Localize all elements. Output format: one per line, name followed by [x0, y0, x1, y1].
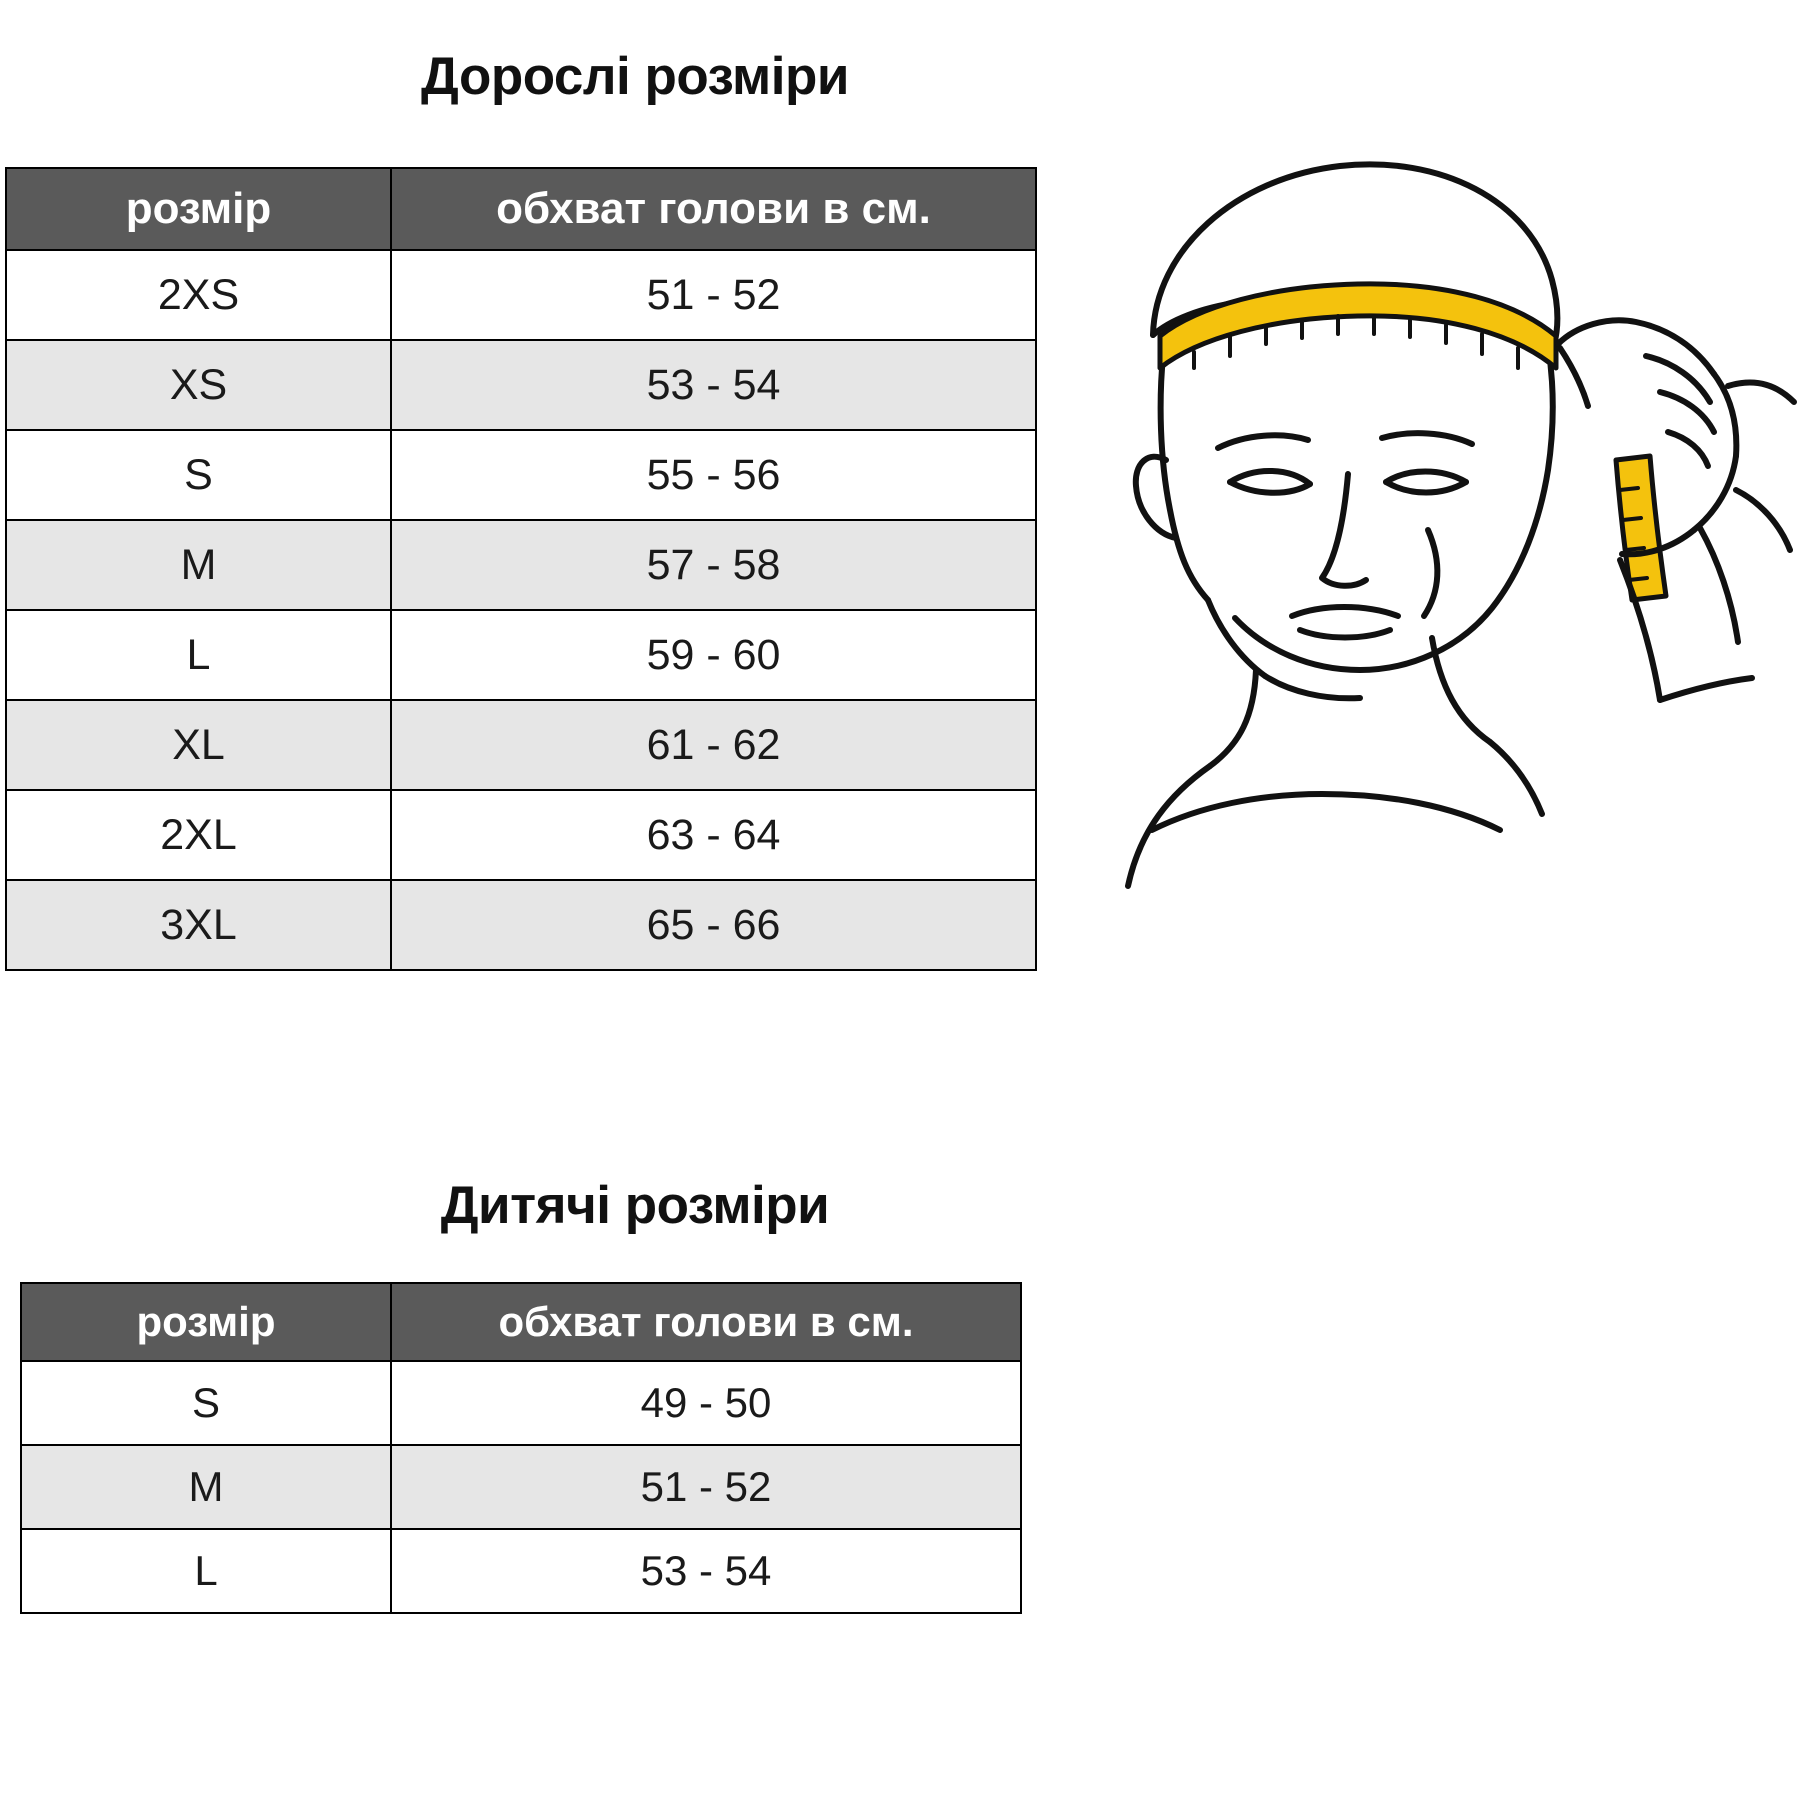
kids-size-cell: M	[21, 1445, 391, 1529]
table-header-row	[21, 1283, 1021, 1361]
adult-size-table	[5, 167, 1037, 971]
table-row	[21, 1529, 1021, 1613]
table-row	[6, 250, 1036, 340]
adult-circumference-cell: 59 - 60	[391, 610, 1036, 700]
adult-size-cell: M	[6, 520, 391, 610]
adult-circumference-cell: 55 - 56	[391, 430, 1036, 520]
adult-circumference-cell: 65 - 66	[391, 880, 1036, 970]
kids-circumference-cell: 49 - 50	[391, 1361, 1021, 1445]
adult-size-cell: XL	[6, 700, 391, 790]
adult-circumference-cell: 57 - 58	[391, 520, 1036, 610]
adult-column-circumference: обхват голови в см.	[391, 168, 1036, 250]
adult-circumference-cell: 51 - 52	[391, 250, 1036, 340]
table-row	[6, 430, 1036, 520]
kids-circumference-cell: 53 - 54	[391, 1529, 1021, 1613]
kids-size-cell: L	[21, 1529, 391, 1613]
adult-size-cell: 3XL	[6, 880, 391, 970]
table-row	[6, 610, 1036, 700]
adult-column-size: розмір	[6, 168, 391, 250]
adult-size-cell: S	[6, 430, 391, 520]
adult-size-cell: 2XS	[6, 250, 391, 340]
adult-section-title: Дорослі розміри	[421, 47, 849, 106]
adult-size-cell: XS	[6, 340, 391, 430]
table-row	[6, 700, 1036, 790]
table-row	[6, 880, 1036, 970]
table-row	[6, 520, 1036, 610]
kids-circumference-cell: 51 - 52	[391, 1445, 1021, 1529]
kids-column-size: розмір	[21, 1283, 391, 1361]
adult-size-cell: L	[6, 610, 391, 700]
table-row	[21, 1361, 1021, 1445]
kids-section-title: Дитячі розміри	[440, 1176, 830, 1235]
head-measurement-illustration	[1060, 130, 1800, 910]
adult-circumference-cell: 63 - 64	[391, 790, 1036, 880]
adult-circumference-cell: 53 - 54	[391, 340, 1036, 430]
table-row	[6, 790, 1036, 880]
adult-circumference-cell: 61 - 62	[391, 700, 1036, 790]
adult-size-cell: 2XL	[6, 790, 391, 880]
kids-size-table	[20, 1282, 1022, 1614]
table-row	[21, 1445, 1021, 1529]
kids-size-cell: S	[21, 1361, 391, 1445]
table-header-row	[6, 168, 1036, 250]
kids-column-circumference: обхват голови в см.	[391, 1283, 1021, 1361]
table-row	[6, 340, 1036, 430]
